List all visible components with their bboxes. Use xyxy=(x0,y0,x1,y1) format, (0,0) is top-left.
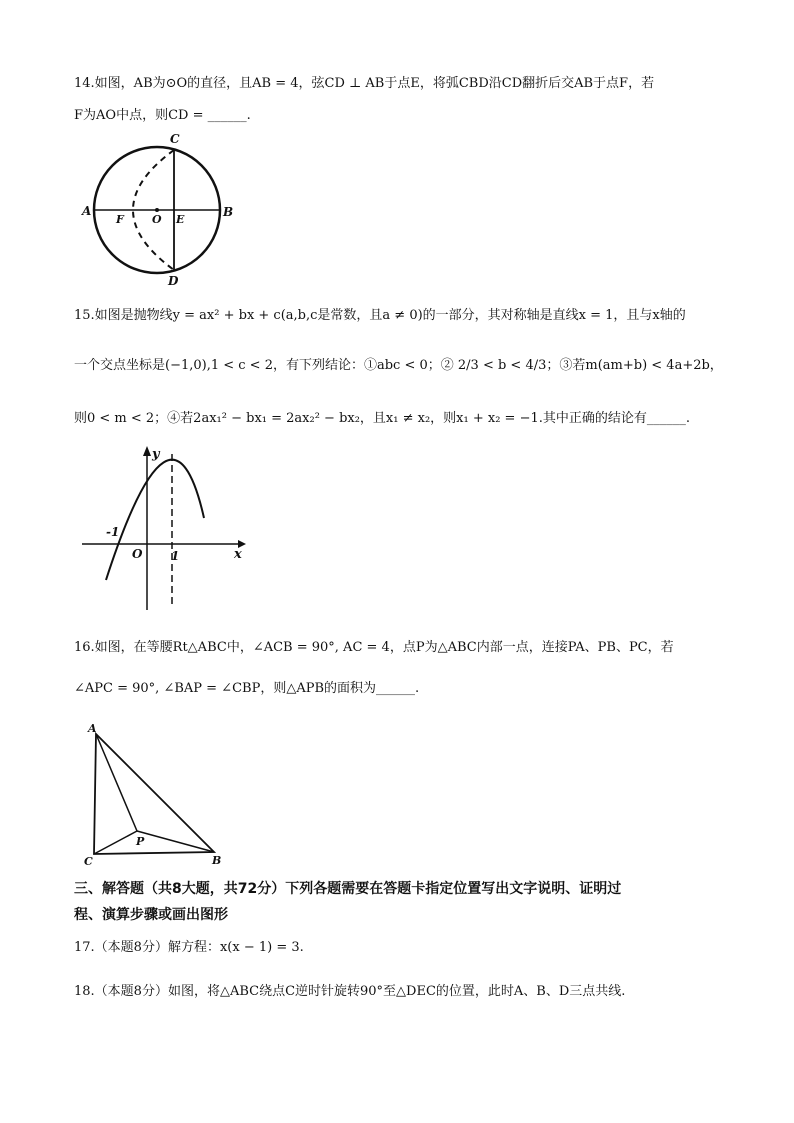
section3-heading-line-1: 三、解答题（共8大题，共72分）下列各题需要在答题卡指定位置写出文字说明、证明过 xyxy=(74,881,622,897)
q15-label-x: x xyxy=(234,547,242,562)
q16-segment-pa xyxy=(96,734,137,831)
q14-label-d: D xyxy=(168,274,179,288)
section3-heading-line-2: 程、演算步骤或画出图形 xyxy=(74,907,228,923)
q15-text-line-3: 则0 < m < 2；④若2ax₁² − bx₁ = 2ax₂² − bx₂，且x₁ ≠ x₂，则x₁ + x₂ = −1.其中正确的结论有______. xyxy=(74,411,691,426)
q15-text-line-2: 一个交点坐标是(−1,0),1 < c < 2，有下列结论：①abc < 0；② 2/3 < b < 4/3；③若m(am+b) < 4a+2b， xyxy=(74,358,723,373)
q15-label-neg1: -1 xyxy=(106,525,120,539)
q16-text-line-2: ∠APC = 90°, ∠BAP = ∠CBP，则△APB的面积为______. xyxy=(74,681,420,696)
q14-circle-figure xyxy=(80,130,250,288)
q16-triangle-figure xyxy=(80,720,230,870)
q17-text: 17.（本题8分）解方程：x(x − 1) = 3. xyxy=(74,940,304,955)
q16-label-c: C xyxy=(84,855,93,868)
q16-label-b: B xyxy=(212,854,222,867)
q16-label-a: A xyxy=(88,722,97,735)
q15-parabola-curve xyxy=(106,460,204,580)
q18-text: 18.（本题8分）如图，将△ABC绕点C逆时针旋转90°至△DEC的位置，此时A、B、D三点共线. xyxy=(74,984,626,999)
q14-label-e: E xyxy=(176,213,185,226)
q14-label-c: C xyxy=(170,132,180,146)
q14-label-b: B xyxy=(223,205,234,219)
q16-segment-pc xyxy=(94,831,137,854)
q14-label-o: O xyxy=(152,213,162,226)
q15-label-1: 1 xyxy=(171,549,180,563)
q15-label-o: O xyxy=(132,547,143,561)
q15-y-axis-arrow xyxy=(143,446,151,456)
q14-text-line-2: F为AO中点，则CD = ______. xyxy=(74,108,251,123)
q14-label-a: A xyxy=(82,204,92,218)
q14-text-line-1: 14.如图，AB为⊙O的直径，且AB = 4，弦CD ⊥ AB于点E，将弧CBD沿CD翻折后交AB于点F，若 xyxy=(74,76,655,91)
q15-parabola-figure xyxy=(80,440,250,610)
q16-label-p: P xyxy=(136,835,145,848)
q14-center-dot xyxy=(155,208,159,212)
q15-label-y: y xyxy=(152,447,160,462)
q15-text-line-1: 15.如图是抛物线y = ax² + bx + c(a,b,c是常数，且a ≠ 0)的一部分，其对称轴是直线x = 1，且与x轴的 xyxy=(74,308,686,323)
q16-text-line-1: 16.如图，在等腰Rt△ABC中，∠ACB = 90°, AC = 4，点P为△ABC内部一点，连接PA、PB、PC，若 xyxy=(74,640,674,655)
q14-label-f: F xyxy=(116,213,124,226)
